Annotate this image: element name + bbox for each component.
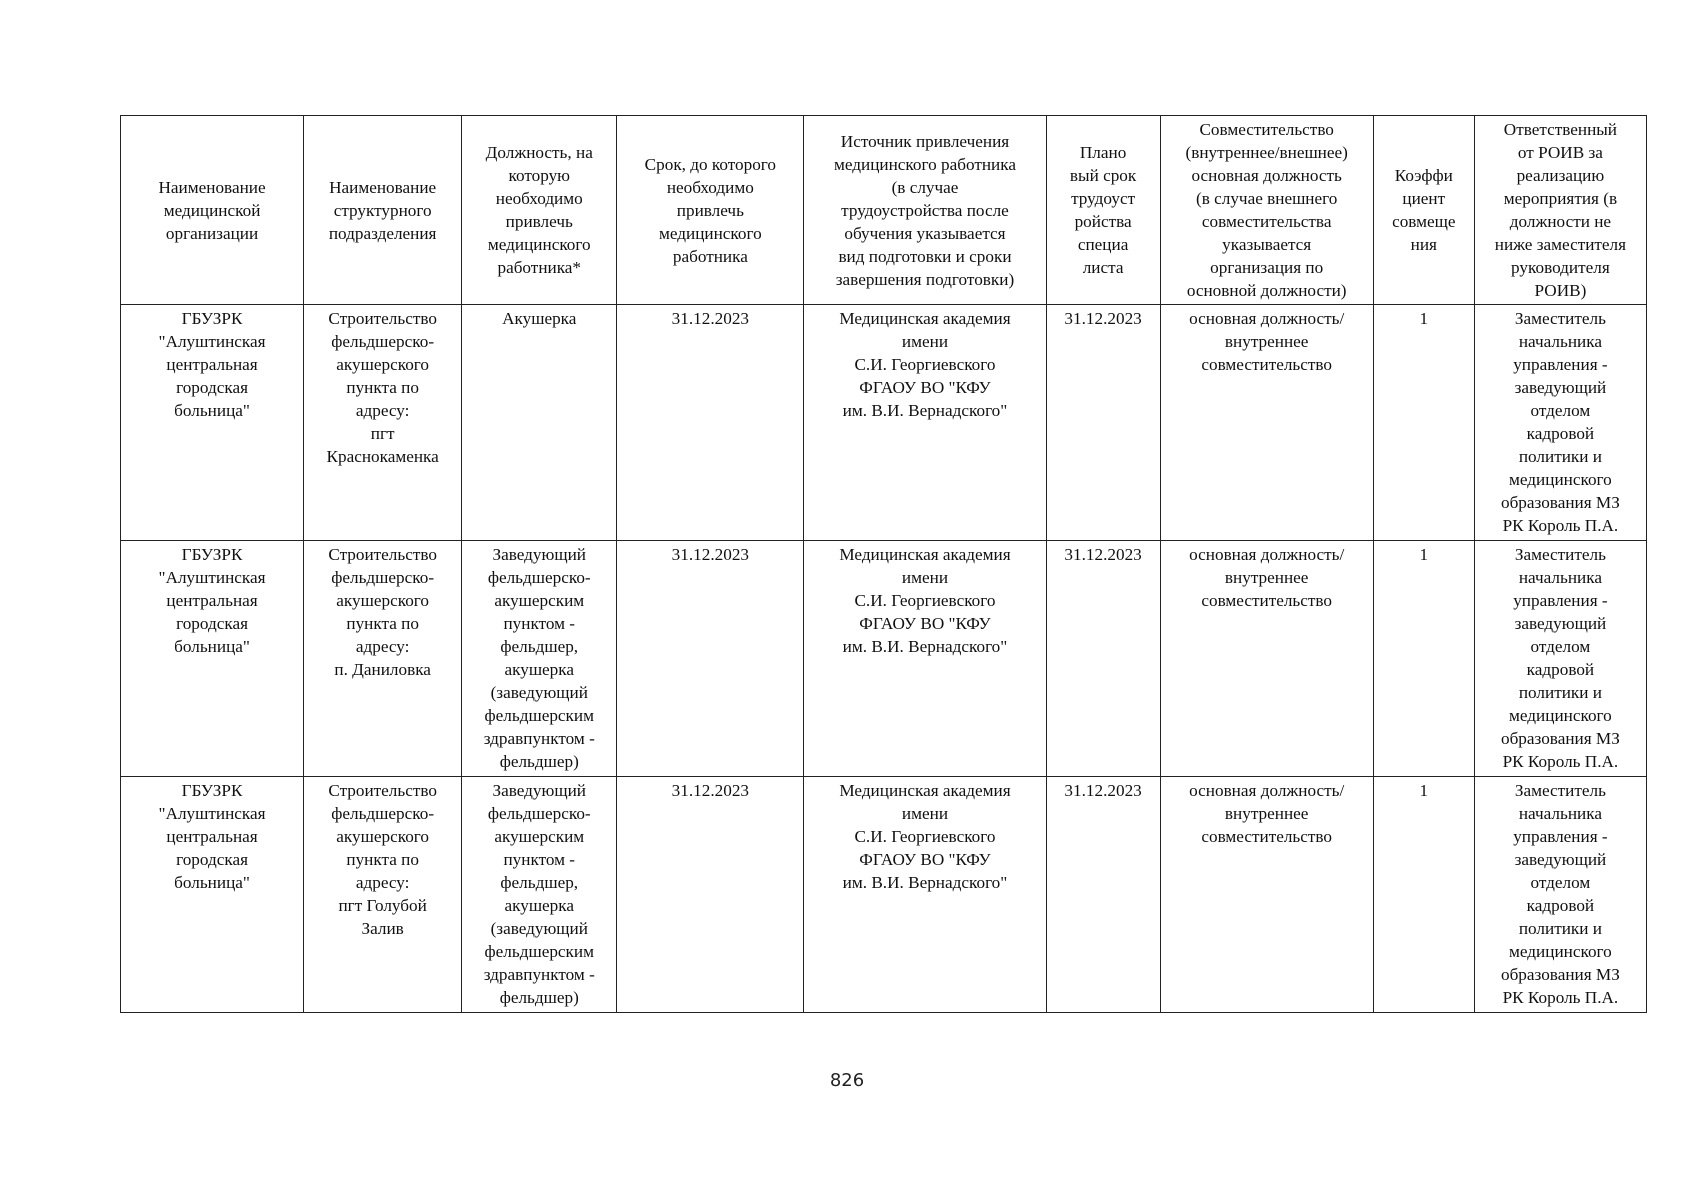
cell-organization: ГБУЗРК "Алуштинская центральная городская больница" xyxy=(121,777,304,1013)
cell-organization: ГБУЗРК "Алуштинская центральная городская больница" xyxy=(121,305,304,541)
cell-position: Акушерка xyxy=(462,305,617,541)
header-deadline: Срок, до которого необходимо привлечь медицинского работника xyxy=(617,116,804,305)
header-subdivision: Наименование структурного подразделения xyxy=(304,116,462,305)
header-organization: Наименование медицинской организации xyxy=(121,116,304,305)
cell-planned-date: 31.12.2023 xyxy=(1046,305,1160,541)
cell-coefficient: 1 xyxy=(1373,541,1474,777)
cell-source: Медицинская академия имени С.И. Георгиевского ФГАОУ ВО "КФУ им. В.И. Вернадского" xyxy=(804,777,1046,1013)
header-planned-date: Плано вый срок трудоуст ройства специа листа xyxy=(1046,116,1160,305)
cell-planned-date: 31.12.2023 xyxy=(1046,541,1160,777)
cell-subdivision: Строительство фельдшерско- акушерского пункта по адресу: пгт Краснокаменка xyxy=(304,305,462,541)
table-row xyxy=(121,305,1647,541)
header-source: Источник привлечения медицинского работника (в случае трудоустройства после обучения указывается вид подготовки и сроки завершения подготовки) xyxy=(804,116,1046,305)
page-number: 826 xyxy=(829,1070,865,1091)
cell-responsible: Заместитель начальника управления - заведующий отделом кадровой политики и медицинского образования МЗ РК Король П.А. xyxy=(1474,777,1646,1013)
cell-source: Медицинская академия имени С.И. Георгиевского ФГАОУ ВО "КФУ им. В.И. Вернадского" xyxy=(804,541,1046,777)
cell-deadline: 31.12.2023 xyxy=(617,305,804,541)
cell-subdivision: Строительство фельдшерско- акушерского пункта по адресу: п. Даниловка xyxy=(304,541,462,777)
table-row xyxy=(121,541,1647,777)
cell-position: Заведующий фельдшерско- акушерским пунктом - фельдшер, акушерка (заведующий фельдшерским здравпунктом - фельдшер) xyxy=(462,777,617,1013)
cell-combination: основная должность/ внутреннее совместительство xyxy=(1160,305,1373,541)
cell-coefficient: 1 xyxy=(1373,777,1474,1013)
header-responsible: Ответственный от РОИВ за реализацию мероприятия (в должности не ниже заместителя руководителя РОИВ) xyxy=(1474,116,1646,305)
staffing-table xyxy=(120,115,1647,1013)
header-combination: Совместительство (внутреннее/внешнее) основная должность (в случае внешнего совместительства указывается организация по основной должности) xyxy=(1160,116,1373,305)
cell-source: Медицинская академия имени С.И. Георгиевского ФГАОУ ВО "КФУ им. В.И. Вернадского" xyxy=(804,305,1046,541)
cell-planned-date: 31.12.2023 xyxy=(1046,777,1160,1013)
cell-combination: основная должность/ внутреннее совместительство xyxy=(1160,541,1373,777)
cell-coefficient: 1 xyxy=(1373,305,1474,541)
cell-responsible: Заместитель начальника управления - заведующий отделом кадровой политики и медицинского образования МЗ РК Король П.А. xyxy=(1474,305,1646,541)
cell-subdivision: Строительство фельдшерско- акушерского пункта по адресу: пгт Голубой Залив xyxy=(304,777,462,1013)
header-coefficient: Коэффи циент совмеще ния xyxy=(1373,116,1474,305)
cell-deadline: 31.12.2023 xyxy=(617,777,804,1013)
cell-responsible: Заместитель начальника управления - заведующий отделом кадровой политики и медицинского образования МЗ РК Король П.А. xyxy=(1474,541,1646,777)
cell-position: Заведующий фельдшерско- акушерским пунктом - фельдшер, акушерка (заведующий фельдшерским здравпунктом - фельдшер) xyxy=(462,541,617,777)
cell-combination: основная должность/ внутреннее совместительство xyxy=(1160,777,1373,1013)
table-header-row xyxy=(121,116,1647,305)
header-position: Должность, на которую необходимо привлечь медицинского работника* xyxy=(462,116,617,305)
table-row xyxy=(121,777,1647,1013)
cell-organization: ГБУЗРК "Алуштинская центральная городская больница" xyxy=(121,541,304,777)
cell-deadline: 31.12.2023 xyxy=(617,541,804,777)
